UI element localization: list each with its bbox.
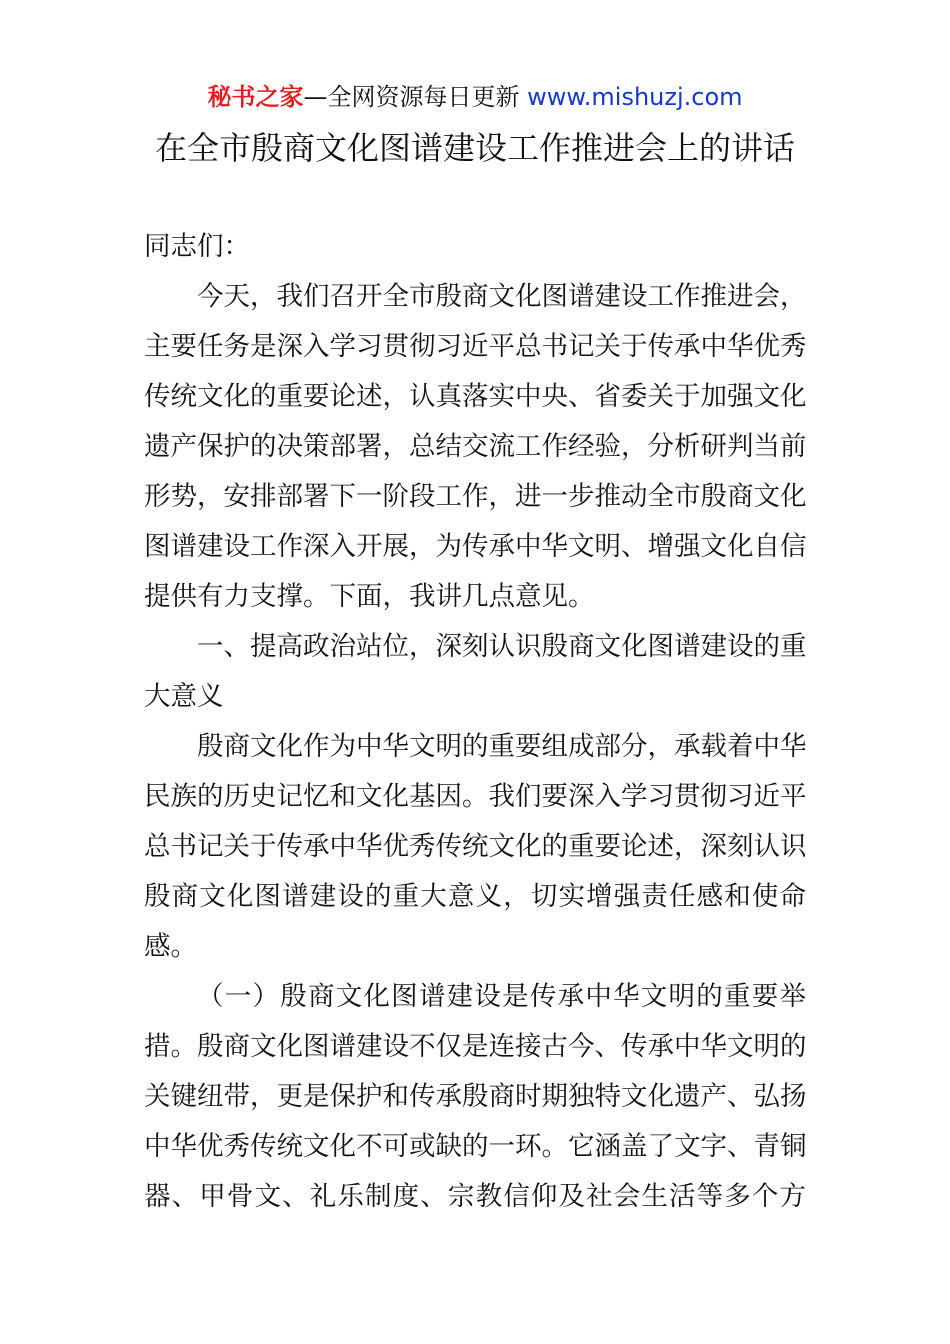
paragraph-line: 殷商文化图谱建设的重大意义，切实增强责任感和使命 <box>144 881 806 912</box>
paragraph-line: 中华优秀传统文化不可或缺的一环。它涵盖了文字、青铜 <box>144 1131 807 1162</box>
paragraph-line: 总书记关于传承中华优秀传统文化的重要论述，深刻认识 <box>144 831 807 862</box>
salutation: 同志们： <box>144 231 250 262</box>
paragraph-line: 殷商文化作为中华文明的重要组成部分，承载着中华 <box>197 731 807 762</box>
paragraph-line: 民族的历史记忆和文化基因。我们要深入学习贯彻习近平 <box>144 781 807 812</box>
paragraph-line: 遗产保护的决策部署，总结交流工作经验，分析研判当前 <box>144 431 807 462</box>
section-heading-line: 一、提高政治站位，深刻认识殷商文化图谱建设的重 <box>197 631 807 662</box>
paragraph-line: 感。 <box>144 931 197 962</box>
site-tagline: —全网资源每日更新 <box>303 83 528 111</box>
paragraph-line: 图谱建设工作深入开展，为传承中华文明、增强文化自信 <box>144 531 807 562</box>
paragraph-line: 提供有力支撑。下面，我讲几点意见。 <box>144 581 595 612</box>
paragraph-line: 主要任务是深入学习贯彻习近平总书记关于传承中华优秀 <box>144 331 807 362</box>
document-body <box>144 222 806 1222</box>
paragraph-line: 器、甲骨文、礼乐制度、宗教信仰及社会生活等多个方 <box>144 1181 806 1212</box>
site-header <box>0 80 950 114</box>
site-url-link[interactable]: www.mishuzj.com <box>527 83 743 111</box>
paragraph-line: 传统文化的重要论述，认真落实中央、省委关于加强文化 <box>144 381 807 412</box>
paragraph-line: 形势，安排部署下一阶段工作，进一步推动全市殷商文化 <box>144 481 807 512</box>
paragraph-line: 今天，我们召开全市殷商文化图谱建设工作推进会， <box>197 281 807 312</box>
section-heading-line: 大意义 <box>144 681 224 712</box>
subsection-line: （一）殷商文化图谱建设是传承中华文明的重要举 <box>197 981 806 1012</box>
paragraph-line: 措。殷商文化图谱建设不仅是连接古今、传承中华文明的 <box>144 1031 807 1062</box>
paragraph-line: 关键纽带，更是保护和传承殷商时期独特文化遗产、弘扬 <box>144 1081 807 1112</box>
site-brand: 秘书之家 <box>207 83 304 111</box>
document-title: 在全市殷商文化图谱建设工作推进会上的讲话 <box>154 129 795 167</box>
